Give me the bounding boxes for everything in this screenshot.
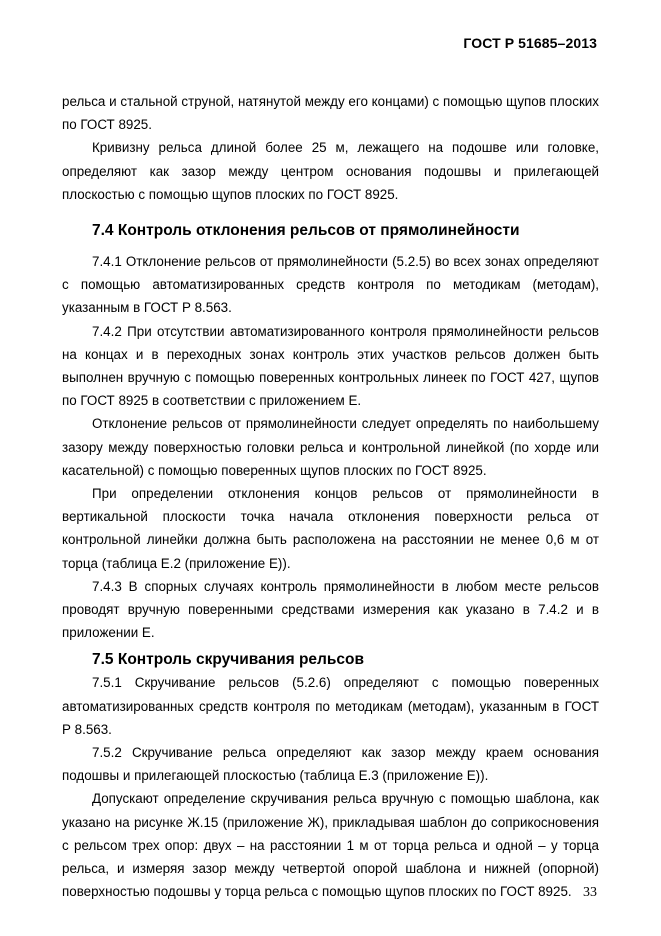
section-7-4-paragraph: При определении отклонения концов рельсов от прямолинейности в вертикальной плоскости точка начала отклонения поверхности рельса от контрольной линейки должна быть расположена на расстоянии не менее 0,6 м от торца (таблица Е.2 (приложение Е)).: [62, 486, 599, 571]
section-7-4-paragraph: Отклонение рельсов от прямолинейности следует определять по наибольшему зазору между поверхностью головки рельса и контрольной линейкой (по хорде или касательной) с помощью поверенных щупов плоских по ГОСТ 8925.: [62, 416, 599, 478]
page-body: [62, 90, 599, 904]
section-7-4-paragraph: 7.4.1 Отклонение рельсов от прямолинейности (5.2.5) во всех зонах определяют с помощью автоматизированных средств контроля по методикам (методам), указанным в ГОСТ Р 8.563.: [62, 254, 599, 316]
section-7-5-paragraph: Допускают определение скручивания рельса вручную с помощью шаблона, как указано на рисунке Ж.15 (приложение Ж), прикладывая шаблон до соприкосновения с рельсом трех опор: двух – на расстоянии 1 м от торца рельса и одной – у торца рельса, и измеряя зазор между четвертой опорой шаблона и нижней (опорной) поверхностью подошвы у торца рельса с помощью щупов плоских по ГОСТ 8925.: [62, 791, 599, 900]
section-7-4-paragraph: 7.4.2 При отсутствии автоматизированного контроля прямолинейности рельсов на концах и в переходных зонах контроль этих участков рельсов должен быть выполнен вручную с помощью поверенных контрольных линеек по ГОСТ 427, щупов по ГОСТ 8925 в соответствии с приложением Е.: [62, 323, 599, 409]
page-number: 33: [583, 885, 597, 900]
intro-paragraph-1: рельса и стальной струной, натянутой между его концами) с помощью щупов плоских по ГОСТ 8925.: [62, 94, 599, 133]
section-7-5-paragraph: 7.5.2 Скручивание рельса определяют как зазор между краем основания подошвы и прилегающей плоскостью (таблица Е.3 (приложение Е)).: [62, 745, 599, 784]
section-7-4-paragraph: 7.4.3 В спорных случаях контроль прямолинейности в любом месте рельсов проводят вручную поверенными средствами измерения как указано в 7.4.2 и в приложении Е.: [62, 578, 599, 641]
document-header: ГОСТ Р 51685–2013: [463, 35, 597, 51]
section-7-5-heading: 7.5 Контроль скручивания рельсов: [92, 651, 365, 669]
intro-paragraph-2: Кривизну рельса длиной более 25 м, лежащего на подошве или головке, определяют как зазор между центром основания подошвы и прилегающей плоскостью с помощью щупов плоских по ГОСТ 8925.: [62, 140, 599, 202]
section-7-5-paragraph: 7.5.1 Скручивание рельсов (5.2.6) определяют с помощью поверенных автоматизированных средств контроля по методикам (методам), указанным в ГОСТ Р 8.563.: [62, 675, 599, 737]
section-7-4-heading: 7.4 Контроль отклонения рельсов от прямолинейности: [92, 222, 520, 240]
